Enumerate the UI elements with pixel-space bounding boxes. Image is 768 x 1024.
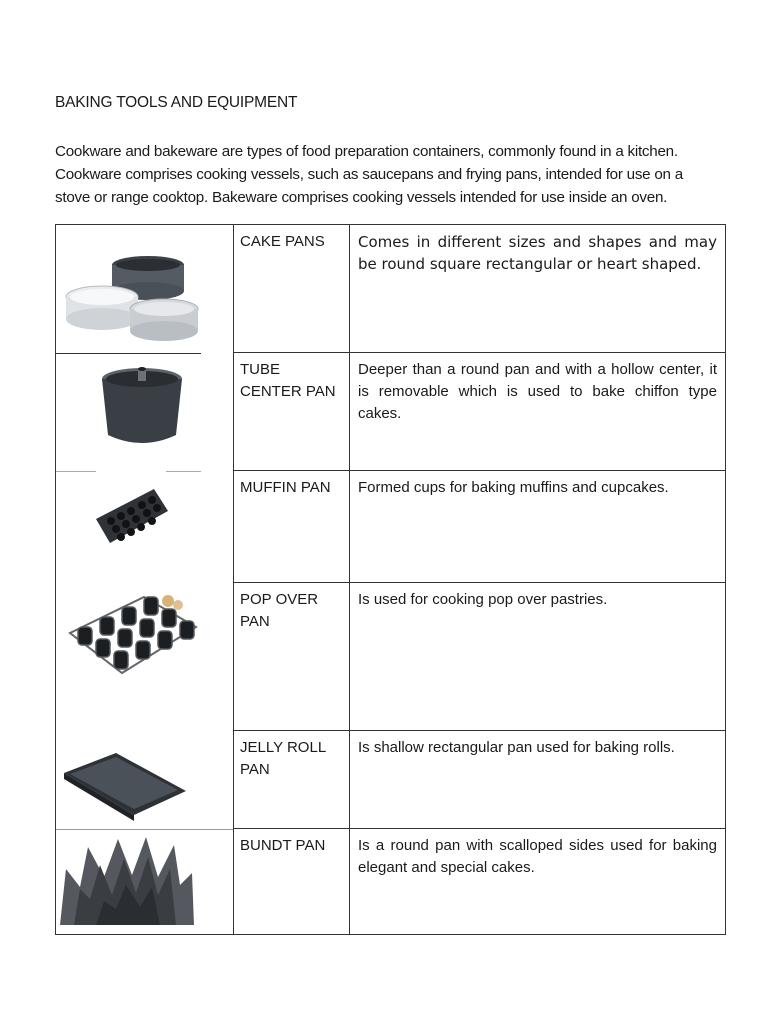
jelly-roll-pan-image (56, 731, 234, 829)
item-description: Is a round pan with scalloped sides used for baking elegant and special cakes. (350, 829, 726, 935)
page-title: BAKING TOOLS AND EQUIPMENT (55, 94, 298, 111)
item-name: JELLY ROLL PAN (234, 731, 350, 829)
table-row (56, 829, 726, 935)
item-description: Formed cups for baking muffins and cupcakes. (350, 471, 726, 583)
item-description: Comes in different sizes and shapes and may be round square rectangular or heart shaped. (350, 225, 726, 353)
table-row (56, 731, 726, 829)
table-row (56, 471, 726, 583)
muffin-pan-image (56, 471, 234, 583)
item-name: TUBE CENTER PAN (234, 353, 350, 471)
pop-over-pan-image (56, 583, 234, 731)
bundt-pan-image (56, 829, 234, 935)
item-name: BUNDT PAN (234, 829, 350, 935)
table-row (56, 583, 726, 731)
tools-table (55, 224, 726, 935)
item-description: Is used for cooking pop over pastries. (350, 583, 726, 731)
table-row (56, 353, 726, 471)
intro-paragraph: Cookware and bakeware are types of food preparation containers, commonly found in a kitchen. Cookware comprises cooking vessels, such as saucepans and frying pans, intended for use on a stove or range cooktop. Bakeware comprises cooking vessels intended for use inside an oven. (55, 143, 683, 206)
table-row (56, 225, 726, 353)
tube-center-pan-image (56, 353, 234, 471)
item-name: CAKE PANS (234, 225, 350, 353)
item-description: Is shallow rectangular pan used for baking rolls. (350, 731, 726, 829)
item-description: Deeper than a round pan and with a hollow center, it is removable which is used to bake chiffon type cakes. (350, 353, 726, 471)
item-name: MUFFIN PAN (234, 471, 350, 583)
cake-pans-image (56, 225, 234, 353)
item-name: POP OVER PAN (234, 583, 350, 731)
